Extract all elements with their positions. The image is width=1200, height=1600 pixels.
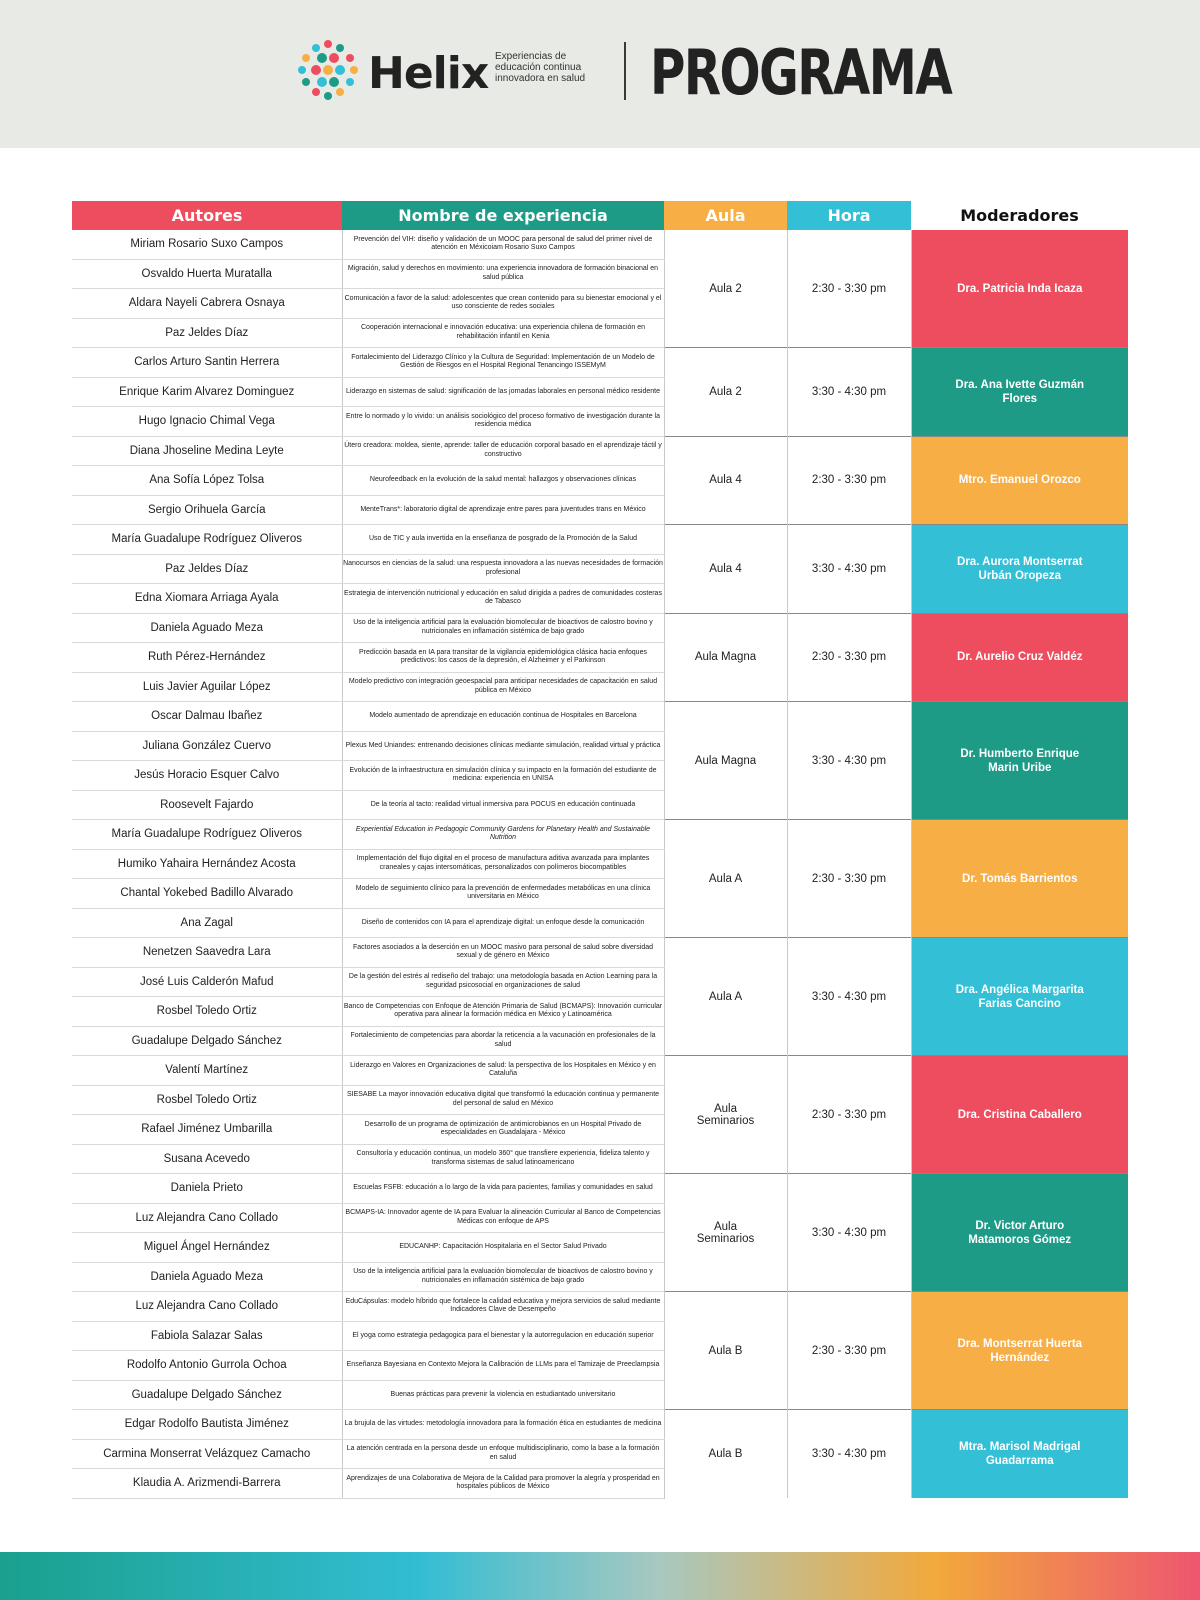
experience-cell: Uso de TIC y aula invertida en la enseñanza de posgrado de la Promoción de la Salud — [342, 525, 664, 555]
experience-cell: Escuelas FSFB: educación a lo largo de la vida para pacientes, familias y comunidades en salud — [342, 1174, 664, 1204]
author-cell: Guadalupe Delgado Sánchez — [72, 1026, 342, 1056]
author-cell: María Guadalupe Rodríguez Oliveros — [72, 525, 342, 555]
moderator-cell: Dra. Patricia Inda Icaza — [911, 230, 1128, 348]
author-cell: Rosbel Toledo Ortiz — [72, 997, 342, 1027]
bottom-gradient-bar — [0, 1552, 1200, 1600]
experience-cell: Experiential Education in Pedagogic Community Gardens for Planetary Health and Sustainable Nutrition — [342, 820, 664, 850]
experience-cell: Predicción basada en IA para transitar de la vigilancia epidemiológica clásica hacia enfoques predictivos: los casos de la depresión, el Alzheimer y el Parkinson — [342, 643, 664, 673]
author-cell: Osvaldo Huerta Muratalla — [72, 259, 342, 289]
experience-cell: Útero creadora: moldea, siente, aprende: taller de educación corporal basado en el aprendizaje táctil y constructivo — [342, 436, 664, 466]
table-row — [72, 938, 1128, 968]
author-cell: Edna Xiomara Arriaga Ayala — [72, 584, 342, 614]
aula-cell: Aula Magna — [664, 613, 787, 702]
author-cell: Ruth Pérez-Hernández — [72, 643, 342, 673]
experience-cell: De la gestión del estrés al rediseño del trabajo: una metodología basada en Action Learning para la seguridad psicosocial en organizaciones de salud — [342, 967, 664, 997]
table-row — [72, 348, 1128, 378]
author-cell: Hugo Ignacio Chimal Vega — [72, 407, 342, 437]
author-cell: Roosevelt Fajardo — [72, 790, 342, 820]
experience-cell: Migración, salud y derechos en movimiento: una experiencia innovadora de formación binacional en salud pública — [342, 259, 664, 289]
table-row — [72, 820, 1128, 850]
table-row — [72, 525, 1128, 555]
helix-logo-icon — [296, 38, 360, 102]
moderator-cell: Dra. Aurora Montserrat Urbán Oropeza — [911, 525, 1128, 614]
hora-cell: 2:30 - 3:30 pm — [787, 1056, 911, 1174]
experience-cell: Liderazgo en sistemas de salud: significación de las jornadas laborales en personal médico residente — [342, 377, 664, 407]
aula-cell: Aula Magna — [664, 702, 787, 820]
author-cell: Edgar Rodolfo Bautista Jiménez — [72, 1410, 342, 1440]
moderator-cell: Dr. Tomás Barrientos — [911, 820, 1128, 938]
table-row — [72, 702, 1128, 732]
author-cell: Aldara Nayeli Cabrera Osnaya — [72, 289, 342, 319]
author-cell: Chantal Yokebed Badillo Alvarado — [72, 879, 342, 909]
experience-cell: Comunicación a favor de la salud: adolescentes que crean contenido para su bienestar emocional y el uso consciente de redes sociales — [342, 289, 664, 319]
author-cell: Carmina Monserrat Velázquez Camacho — [72, 1439, 342, 1469]
experience-cell: El yoga como estrategia pedagogica para el bienestar y la autorregulacion en educación superior — [342, 1321, 664, 1351]
experience-cell: SIESABE La mayor innovación educativa digital que transformó la educación continua y permanente del personal de salud en México — [342, 1085, 664, 1115]
hora-cell: 3:30 - 4:30 pm — [787, 525, 911, 614]
experience-cell: Prevención del VIH: diseño y validación de un MOOC para personal de salud del primer nivel de atención en Méxicoiam Rosario Suxo Campos — [342, 230, 664, 259]
author-cell: Luis Javier Aguilar López — [72, 672, 342, 702]
experience-cell: Neurofeedback en la evolución de la salud mental: hallazgos y observaciones clínicas — [342, 466, 664, 496]
aula-cell: Aula A — [664, 820, 787, 938]
author-cell: Enrique Karim Alvarez Dominguez — [72, 377, 342, 407]
aula-cell: Aula 2 — [664, 230, 787, 348]
author-cell: Diana Jhoseline Medina Leyte — [72, 436, 342, 466]
experience-cell: BCMAPS-IA: Innovador agente de IA para Evaluar la alineación Curricular al Banco de Competencias Médicas con enfoque de APS — [342, 1203, 664, 1233]
author-cell: Sergio Orihuela García — [72, 495, 342, 525]
moderator-cell: Mtro. Emanuel Orozco — [911, 436, 1128, 525]
hora-cell: 2:30 - 3:30 pm — [787, 820, 911, 938]
author-cell: Rosbel Toledo Ortiz — [72, 1085, 342, 1115]
experience-cell: Cooperación internacional e innovación educativa: una experiencia chilena de formación en rehabilitación infantil en Kenia — [342, 318, 664, 348]
author-cell: Rodolfo Antonio Gurrola Ochoa — [72, 1351, 342, 1381]
aula-cell: Aula 4 — [664, 436, 787, 525]
experience-cell: Modelo de seguimiento clínico para la prevención de enfermedades metabólicas en una clínica universitaria en México — [342, 879, 664, 909]
aula-cell: Aula A — [664, 938, 787, 1056]
author-cell: Luz Alejandra Cano Collado — [72, 1292, 342, 1322]
author-cell: Klaudia A. Arizmendi-Barrera — [72, 1469, 342, 1499]
program-table — [72, 201, 1128, 1499]
table-row — [72, 613, 1128, 643]
author-cell: Guadalupe Delgado Sánchez — [72, 1380, 342, 1410]
aula-cell: Aula Seminarios — [664, 1174, 787, 1292]
moderator-cell: Dra. Ana Ivette Guzmán Flores — [911, 348, 1128, 437]
table-row — [72, 1292, 1128, 1322]
experience-cell: Enseñanza Bayesiana en Contexto Mejora la Calibración de LLMs para el Tamizaje de Preeclampsia — [342, 1351, 664, 1381]
author-cell: Oscar Dalmau Ibañez — [72, 702, 342, 732]
moderator-cell: Dr. Aurelio Cruz Valdéz — [911, 613, 1128, 702]
experience-cell: Banco de Competencias con Enfoque de Atención Primaria de Salud (BCMAPS): Innovación curricular operativa para alinear la formación médica en México y Latinoamérica — [342, 997, 664, 1027]
experience-cell: Estrategia de intervención nutricional y educación en salud dirigida a padres de comunidades costeras de Tabasco — [342, 584, 664, 614]
author-cell: Juliana González Cuervo — [72, 731, 342, 761]
experience-cell: EDUCANHP: Capacitación Hospitalaria en el Sector Salud Privado — [342, 1233, 664, 1263]
author-cell: Ana Sofía López Tolsa — [72, 466, 342, 496]
author-cell: Nenetzen Saavedra Lara — [72, 938, 342, 968]
author-cell: Carlos Arturo Santin Herrera — [72, 348, 342, 378]
author-cell: Luz Alejandra Cano Collado — [72, 1203, 342, 1233]
author-cell: Jesús Horacio Esquer Calvo — [72, 761, 342, 791]
brand-tagline: Experiencias de educación continua innovadora en salud — [495, 51, 586, 84]
experience-cell: Plexus Med Uniandes: entrenando decisiones clínicas mediante simulación, realidad virtual y práctica — [342, 731, 664, 761]
header-experiencia: Nombre de experiencia — [342, 201, 664, 230]
moderator-cell: Mtra. Marisol Madrigal Guadarrama — [911, 1410, 1128, 1499]
hora-cell: 2:30 - 3:30 pm — [787, 230, 911, 348]
hora-cell: 2:30 - 3:30 pm — [787, 436, 911, 525]
hora-cell: 3:30 - 4:30 pm — [787, 938, 911, 1056]
hora-cell: 3:30 - 4:30 pm — [787, 702, 911, 820]
hora-cell: 2:30 - 3:30 pm — [787, 1292, 911, 1410]
aula-cell: Aula B — [664, 1292, 787, 1410]
table-row — [72, 230, 1128, 259]
author-cell: Miguel Ángel Hernández — [72, 1233, 342, 1263]
header-autores: Autores — [72, 201, 342, 230]
hora-cell: 3:30 - 4:30 pm — [787, 1410, 911, 1499]
author-cell: José Luis Calderón Mafud — [72, 967, 342, 997]
table-header-row — [72, 201, 1128, 230]
header-moderadores: Moderadores — [911, 201, 1128, 230]
page-header — [0, 0, 1200, 148]
header-hora: Hora — [787, 201, 911, 230]
author-cell: Paz Jeldes Díaz — [72, 554, 342, 584]
author-cell: Daniela Aguado Meza — [72, 613, 342, 643]
author-cell: Daniela Aguado Meza — [72, 1262, 342, 1292]
table-row — [72, 1410, 1128, 1440]
author-cell: María Guadalupe Rodríguez Oliveros — [72, 820, 342, 850]
experience-cell: Modelo aumentado de aprendizaje en educación continua de Hospitales en Barcelona — [342, 702, 664, 732]
header-divider — [624, 42, 626, 100]
aula-cell: Aula 2 — [664, 348, 787, 437]
header-aula: Aula — [664, 201, 787, 230]
experience-cell: Evolución de la infraestructura en simulación clínica y su impacto en la formación del estudiante de medicina: experiencia en UNISA — [342, 761, 664, 791]
experience-cell: Entre lo normado y lo vivido: un análisis sociológico del proceso formativo de investigación durante la residencia médica — [342, 407, 664, 437]
hora-cell: 3:30 - 4:30 pm — [787, 348, 911, 437]
experience-cell: Factores asociados a la deserción en un MOOC masivo para personal de salud sobre diversidad sexual y de género en México — [342, 938, 664, 968]
author-cell: Ana Zagal — [72, 908, 342, 938]
experience-cell: Buenas prácticas para prevenir la violencia en estudiantado universitario — [342, 1380, 664, 1410]
hora-cell: 3:30 - 4:30 pm — [787, 1174, 911, 1292]
experience-cell: Aprendizajes de una Colaborativa de Mejora de la Calidad para promover la alegría y prosperidad en hospitales públicos de México — [342, 1469, 664, 1499]
aula-cell: Aula Seminarios — [664, 1056, 787, 1174]
moderator-cell: Dr. Victor Arturo Matamoros Gómez — [911, 1174, 1128, 1292]
author-cell: Rafael Jiménez Umbarilla — [72, 1115, 342, 1145]
experience-cell: Implementación del flujo digital en el proceso de manufactura aditiva avanzada para implantes craneales y cajas intersomáticas, personalizados con polímeros biocompatibles — [342, 849, 664, 879]
experience-cell: Uso de la inteligencia artificial para la evaluación biomolecular de bioactivos de calostro bovino y nutricionales en inflamación sistémica de bajo grado — [342, 1262, 664, 1292]
aula-cell: Aula 4 — [664, 525, 787, 614]
aula-cell: Aula B — [664, 1410, 787, 1499]
hora-cell: 2:30 - 3:30 pm — [787, 613, 911, 702]
moderator-cell: Dra. Montserrat Huerta Hernández — [911, 1292, 1128, 1410]
moderator-cell: Dra. Angélica Margarita Farias Cancino — [911, 938, 1128, 1056]
table-row — [72, 1174, 1128, 1204]
experience-cell: EduCápsulas: modelo híbrido que fortalece la calidad educativa y mejora servicios de salud mediante Indicadores Clave de Desempeño — [342, 1292, 664, 1322]
experience-cell: MenteTrans*: laboratorio digital de aprendizaje entre pares para juventudes trans en México — [342, 495, 664, 525]
experience-cell: La brujula de las virtudes: metodología innovadora para la formación ética en estudiantes de medicina — [342, 1410, 664, 1440]
program-table-body — [72, 230, 1128, 1498]
moderator-cell: Dr. Humberto Enrique Marin Uribe — [911, 702, 1128, 820]
experience-cell: Desarrollo de un programa de optimización de antimicrobianos en un Hospital Privado de especialidades en Guadalajara - México — [342, 1115, 664, 1145]
table-row — [72, 436, 1128, 466]
experience-cell: Fortalecimiento de competencias para abordar la reticencia a la vacunación en profesionales de la salud — [342, 1026, 664, 1056]
author-cell: Daniela Prieto — [72, 1174, 342, 1204]
brand-name: Helix — [368, 48, 489, 99]
experience-cell: Uso de la inteligencia artificial para la evaluación biomolecular de bioactivos de calostro bovino y nutricionales en inflamación sistémica de bajo grado — [342, 613, 664, 643]
author-cell: Paz Jeldes Díaz — [72, 318, 342, 348]
author-cell: Humiko Yahaira Hernández Acosta — [72, 849, 342, 879]
author-cell: Miriam Rosario Suxo Campos — [72, 230, 342, 259]
author-cell: Valentí Martínez — [72, 1056, 342, 1086]
experience-cell: Consultoría y educación continua, un modelo 360° que transfiere experiencia, fideliza talento y transforma sistemas de salud latinoamericano — [342, 1144, 664, 1174]
experience-cell: De la teoría al tacto: realidad virtual inmersiva para POCUS en educación continuada — [342, 790, 664, 820]
moderator-cell: Dra. Cristina Caballero — [911, 1056, 1128, 1174]
author-cell: Fabiola Salazar Salas — [72, 1321, 342, 1351]
experience-cell: Nanocursos en ciencias de la salud: una respuesta innovadora a las nuevas necesidades de formación profesional — [342, 554, 664, 584]
experience-cell: Modelo predictivo con integración geoespacial para anticipar necesidades de capacitación en salud pública en México — [342, 672, 664, 702]
page-title: PROGRAMA — [650, 36, 952, 109]
table-row — [72, 1056, 1128, 1086]
author-cell: Susana Acevedo — [72, 1144, 342, 1174]
experience-cell: La atención centrada en la persona desde un enfoque multidisciplinario, como la base a la formación en salud — [342, 1439, 664, 1469]
experience-cell: Fortalecimiento del Liderazgo Clínico y la Cultura de Seguridad: Implementación de un Modelo de Gestión de Riesgos en el Hospital Regional Tenancingo ISSEMyM — [342, 348, 664, 378]
experience-cell: Liderazgo en Valores en Organizaciones de salud: la perspectiva de los Hospitales en México y en Cataluña — [342, 1056, 664, 1086]
experience-cell: Diseño de contenidos con IA para el aprendizaje digital: un enfoque desde la comunicación — [342, 908, 664, 938]
